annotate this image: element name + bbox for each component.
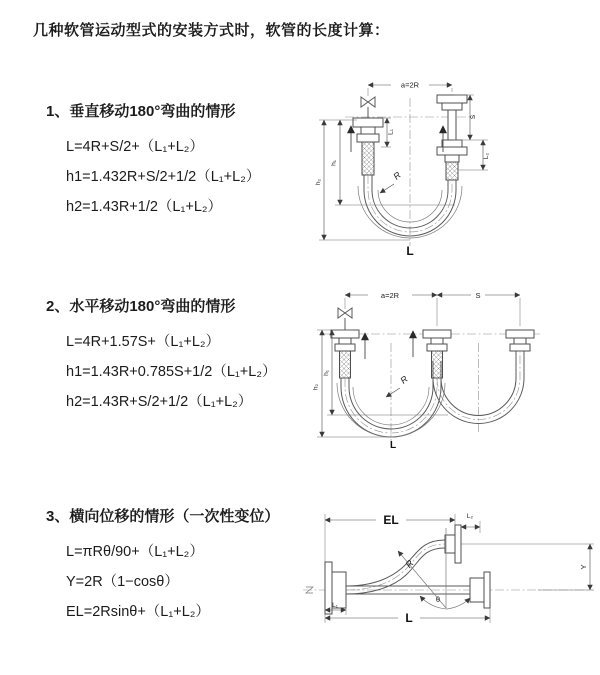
dim-label-r: R <box>398 373 410 386</box>
valve-icon <box>338 308 352 330</box>
section-2-heading: 2、水平移动180°弯曲的情形 <box>46 298 236 315</box>
dim-h1 <box>317 330 448 415</box>
section-1-formulas <box>46 132 321 222</box>
dim-extension-lines <box>345 298 520 326</box>
dim-label-r: R <box>403 558 417 571</box>
dim-label-a2r: a=2R <box>400 80 420 90</box>
right-pipe-end <box>506 330 534 351</box>
upper-right-flange <box>445 525 461 563</box>
diagram-vertical-180-bend <box>315 72 571 258</box>
middle-pipe-end <box>423 330 451 378</box>
braided-hose-section <box>362 142 374 175</box>
section-3 <box>46 508 321 627</box>
section-3-formulas <box>46 537 321 627</box>
dim-label-l: L <box>405 611 413 625</box>
formula-line: h2=1.43R+S/2+1/2（L₁+L₂） <box>66 394 253 410</box>
dim-label-l: L <box>389 440 397 451</box>
formula-line: h1=1.43R+0.785S+1/2（L₁+L₂） <box>66 364 277 380</box>
section-2-formulas <box>46 327 321 417</box>
radius-callout <box>380 169 403 193</box>
section-3-heading: 3、横向位移的情形（一次性变位） <box>46 508 280 525</box>
dim-label-theta: θ <box>435 595 441 604</box>
right-pipe-end <box>437 95 467 180</box>
left-pipe-end <box>353 118 383 175</box>
dim-l <box>325 608 490 625</box>
dim-label-a2r: a=2R <box>380 291 400 300</box>
section-1-heading: 1、垂直移动180°弯曲的情形 <box>46 103 236 120</box>
dim-label-h2: h₂ <box>315 178 322 186</box>
page-title: 几种软管运动型式的安装方式时，软管的长度计算： <box>33 22 390 39</box>
formula-line: h1=1.432R+S/2+1/2（L₁+L₂） <box>66 169 261 185</box>
dim-l2 <box>461 513 480 533</box>
dim-label-s: S <box>470 114 477 120</box>
left-pipe-end <box>331 330 359 378</box>
section-1 <box>46 103 321 222</box>
formula-line: L=4R+S/2+（L₁+L₂） <box>66 139 204 155</box>
formula-line: Y=2R（1−cosθ） <box>66 574 179 590</box>
lower-right-flange <box>470 572 490 608</box>
formula-line: L=πRθ/90+（L₁+L₂） <box>66 544 204 560</box>
dim-label-h1: h₁ <box>323 370 330 376</box>
dim-a-2r <box>345 291 437 300</box>
radius-callout <box>386 373 410 397</box>
dim-a-2r <box>368 81 452 97</box>
dim-label-h2: h₂ <box>312 383 320 391</box>
formula-line: h2=1.43R+1/2（L₁+L₂） <box>66 199 223 215</box>
dim-label-l2: L₂ <box>466 513 474 520</box>
dim-label-l: L <box>406 244 414 258</box>
dim-label-h1: h₁ <box>330 160 338 166</box>
braided-hose-section <box>446 162 458 180</box>
dim-label-l1: L₁ <box>387 129 395 135</box>
section-2 <box>46 298 321 417</box>
braided-hose-section <box>340 351 351 378</box>
diagram-lateral-displacement <box>298 505 598 662</box>
dim-label-l1: L₁ <box>332 602 338 609</box>
formula-line: EL=2Rsinθ+（L₁+L₂） <box>66 604 210 620</box>
dim-label-l2: L₂ <box>483 152 490 160</box>
dim-label-s: S <box>475 291 481 300</box>
diagram-horizontal-180-bend <box>308 283 568 470</box>
formula-line: L=4R+1.57S+（L₁+L₂） <box>66 334 221 350</box>
dim-s <box>437 291 520 300</box>
dim-label-el: EL <box>383 513 399 527</box>
valve-icon <box>361 97 375 118</box>
dim-label-y: Y <box>579 564 588 570</box>
dim-label-r: R <box>391 169 403 182</box>
